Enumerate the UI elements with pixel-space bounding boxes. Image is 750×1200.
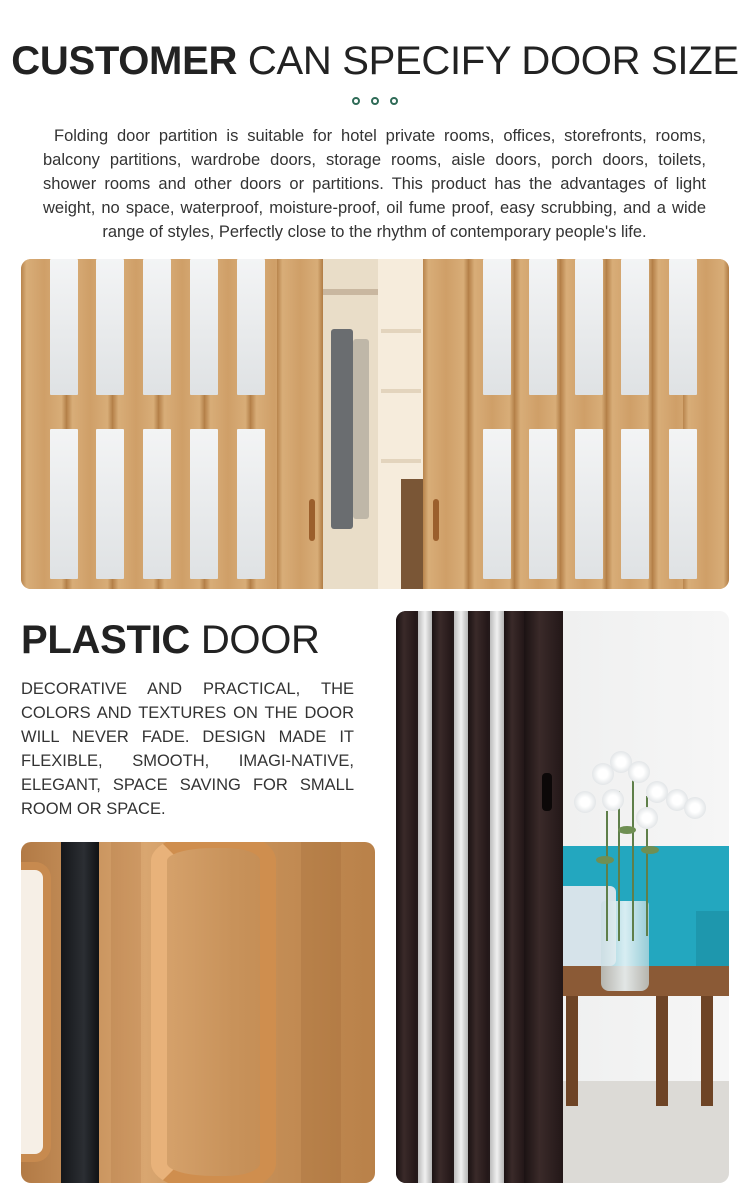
glass-pane [483,429,511,579]
glass-pane [190,259,218,395]
wardrobe-door-edge [401,479,423,589]
rose-icon [628,761,650,783]
glass-pane [529,429,557,579]
hanging-coat [353,339,369,519]
glass-pane [483,259,511,395]
intro-paragraph: Folding door partition is suitable for hotel private rooms, offices, storefronts, rooms, balcony partitions, wardrobe doors, storage rooms, aisle doors, porch doors, toilets, shower rooms and other doors or partitions. This product has the advantages of light weight, no space, waterproof, moisture-proof, oil fume proof, easy scrubbing, and a wide range of styles, Perfectly close to the rhythm of contemporary people's life. [43,127,706,241]
panel-edge [21,862,51,1162]
glass-pane [669,259,697,395]
table-leg [566,996,578,1106]
hanging-coat [331,329,353,529]
glass-pane [237,259,265,395]
flower-stem [606,811,608,941]
rose-icon [636,807,658,829]
glass-pane [621,429,649,579]
table-leg [701,996,713,1106]
glass-strip [490,611,504,1183]
wardrobe-shelf [381,389,421,393]
glass-pane [529,259,557,395]
glass-pane [575,259,603,395]
dark-seal-strip [61,842,99,1183]
door-handle-icon [309,499,315,541]
rose-icon [602,789,624,811]
dot-icon [352,97,360,105]
door-panel [504,611,524,1183]
door-slat [277,259,323,589]
dark-folding-door-room-image [396,611,729,1183]
door-grip-icon [151,842,276,1183]
glass-pane [143,429,171,579]
rose-icon [574,791,596,813]
glass-pane [96,259,124,395]
wardrobe-shelf [381,329,421,333]
glass-pane [575,429,603,579]
open-wardrobe-interior [323,259,423,589]
table-leg [656,996,668,1106]
dark-folding-door [396,611,563,1183]
glass-pane [669,429,697,579]
section-title-bold: PLASTIC [21,618,191,662]
door-latch-icon [542,773,552,811]
glass-pane [96,429,124,579]
rose-icon [646,781,668,803]
glass-strip [418,611,432,1183]
page-title-rest: CAN SPECIFY DOOR SIZE [247,39,739,83]
leaf [596,856,614,864]
wood-grain [111,842,141,1183]
section-title [21,617,320,663]
glass-pane [50,429,78,579]
hanging-rod [323,289,378,295]
flower-stem [632,771,634,941]
door-panel [396,611,416,1183]
glass-strip [454,611,468,1183]
glass-pane [143,259,171,395]
wardrobe-folding-door-image [21,259,729,589]
door-panel [432,611,452,1183]
door-slat [423,259,469,589]
section-description: DECORATIVE AND PRACTICAL, THE COLORS AND TEXTURES ON THE DOOR WILL NEVER FADE. DESIGN MADE IT FLEXIBLE, SMOOTH, IMAGI-NATIVE, ELEGANT, SPACE SAVING FOR SMALL ROOM OR SPACE. [21,680,354,818]
leaf [641,846,659,854]
glass-pane [190,429,218,579]
wood-grain [301,842,341,1183]
dot-icon [390,97,398,105]
leaf [618,826,636,834]
wardrobe-shelf [381,459,421,463]
glass-pane [621,259,649,395]
glass-pane [50,259,78,395]
section-title-rest: DOOR [200,618,320,662]
flower-stem [618,791,620,941]
dot-icon [371,97,379,105]
door-handle-icon [433,499,439,541]
sofa-arm [696,911,729,971]
decorative-dots [352,97,398,105]
rose-icon [684,797,706,819]
glass-pane [237,429,265,579]
door-panel [524,611,563,1183]
glass-vase [601,901,649,991]
door-panel [468,611,488,1183]
door-handle-closeup-image [21,842,375,1183]
page-title-bold: CUSTOMER [11,39,238,83]
page-title [0,38,750,84]
